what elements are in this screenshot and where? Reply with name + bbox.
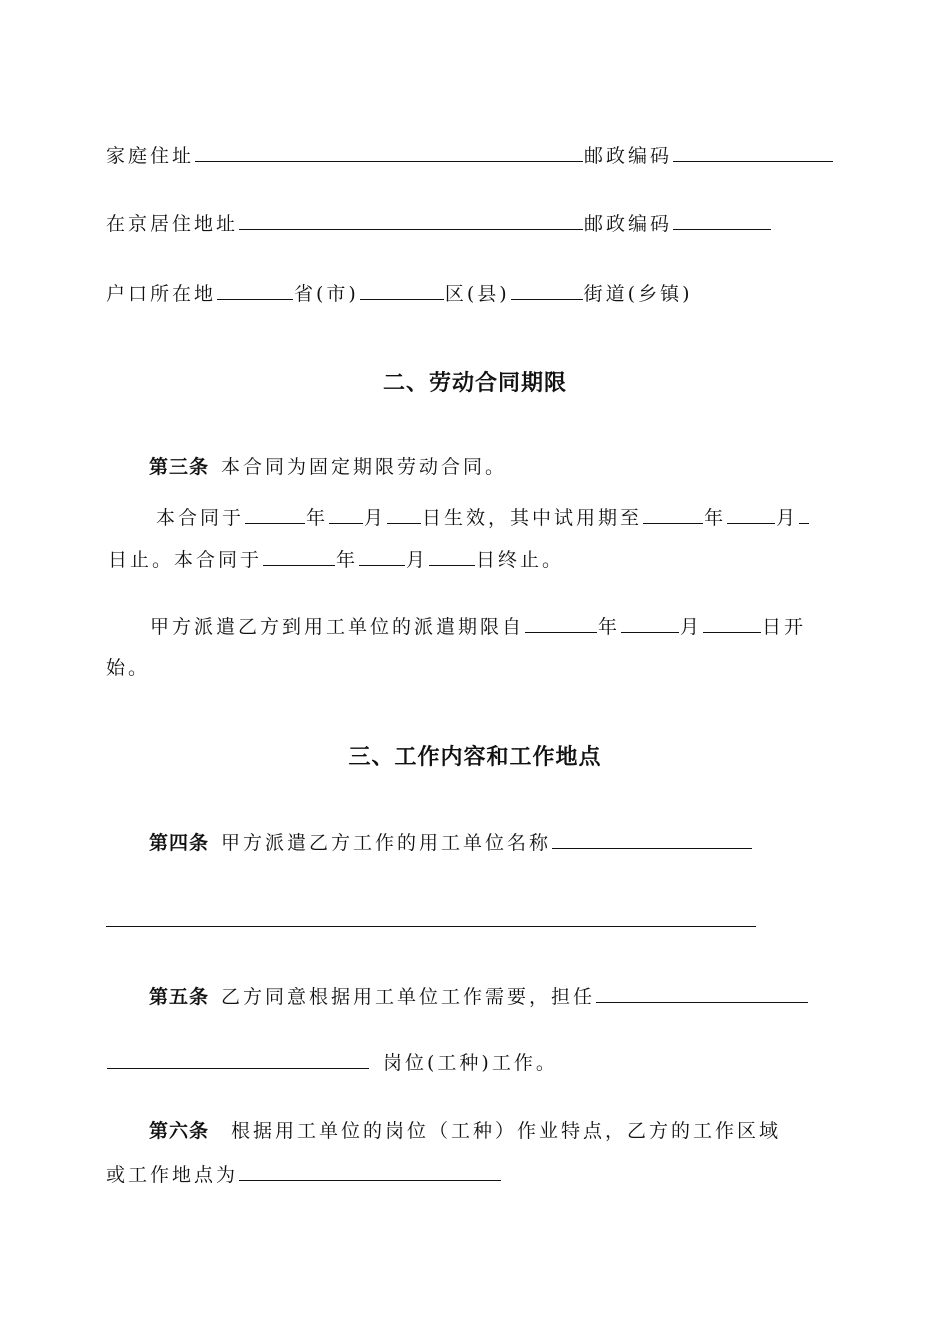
position-field[interactable] <box>596 982 808 1003</box>
street-label: 街道(乡镇) <box>583 283 693 305</box>
dispatch-period-end: 始。 <box>106 657 151 679</box>
contract-period-line-1 <box>156 503 810 532</box>
start-month-field[interactable] <box>329 503 363 524</box>
dispatch-period-line <box>150 612 806 641</box>
home-address-label: 家庭住址 <box>106 145 195 167</box>
province-field[interactable] <box>217 279 293 300</box>
article-4-label: 第四条 <box>149 832 210 854</box>
article-3-label: 第三条 <box>149 456 210 478</box>
district-field[interactable] <box>360 279 444 300</box>
postal-code-label-2: 邮政编码 <box>584 213 673 235</box>
employer-name-field[interactable] <box>552 828 752 849</box>
dispatch-year-field[interactable] <box>525 612 597 633</box>
end-day-field[interactable] <box>429 545 475 566</box>
hukou-line <box>106 279 693 308</box>
postal-code-field-2[interactable] <box>673 209 771 230</box>
month-label: 月 <box>680 616 703 638</box>
article-4-text: 甲方派遣乙方工作的用工单位名称 <box>221 832 552 854</box>
article-6 <box>149 1117 781 1145</box>
end-year-field[interactable] <box>263 545 335 566</box>
section-2-heading: 二、劳动合同期限 <box>382 371 567 396</box>
beijing-address-field[interactable] <box>239 209 583 230</box>
probation-day-field[interactable] <box>799 503 809 524</box>
hukou-label: 户口所在地 <box>106 283 217 305</box>
dispatch-day-field[interactable] <box>703 612 761 633</box>
article-5-text: 乙方同意根据用工单位工作需要，担任 <box>221 986 596 1008</box>
article-5-continued <box>106 1048 558 1077</box>
article-6-label: 第六条 <box>149 1120 210 1142</box>
contract-end-text: 日终止。 <box>476 549 565 571</box>
dispatch-start-label: 日开 <box>762 616 807 638</box>
year-label: 年 <box>306 507 329 529</box>
article-5-label: 第五条 <box>149 986 210 1008</box>
probation-month-field[interactable] <box>727 503 775 524</box>
beijing-address-line <box>106 209 772 238</box>
contract-end-label: 日止。本合同于 <box>108 549 263 571</box>
contract-from-label: 本合同于 <box>156 507 245 529</box>
work-location-field[interactable] <box>239 1160 501 1181</box>
dispatch-period-label: 甲方派遣乙方到用工单位的派遣期限自 <box>150 616 525 638</box>
street-field[interactable] <box>511 279 583 300</box>
article-5 <box>149 982 809 1011</box>
position-field-continued[interactable] <box>107 1048 369 1069</box>
year-label: 年 <box>336 549 359 571</box>
employer-name-field-continued[interactable] <box>106 926 756 927</box>
article-6-end: 或工作地点为 <box>106 1164 239 1186</box>
article-3 <box>149 453 507 481</box>
month-label: 月 <box>776 507 799 529</box>
postal-code-field[interactable] <box>673 141 833 162</box>
year-label: 年 <box>704 507 727 529</box>
start-year-field[interactable] <box>245 503 305 524</box>
article-6-text: 根据用工单位的岗位（工种）作业特点，乙方的工作区域 <box>231 1120 782 1142</box>
province-label: 省(市) <box>294 283 359 305</box>
dispatch-month-field[interactable] <box>621 612 679 633</box>
beijing-address-label: 在京居住地址 <box>106 213 239 235</box>
probation-label: 日生效，其中试用期至 <box>422 507 643 529</box>
start-day-field[interactable] <box>387 503 421 524</box>
article-5-end: 岗位(工种)工作。 <box>383 1052 558 1074</box>
section-3-heading: 三、工作内容和工作地点 <box>348 745 602 770</box>
home-address-line <box>106 141 834 170</box>
article-4 <box>149 828 753 857</box>
district-label: 区(县) <box>444 283 510 305</box>
home-address-field[interactable] <box>195 141 583 162</box>
probation-year-field[interactable] <box>643 503 703 524</box>
year-label: 年 <box>598 616 621 638</box>
end-month-field[interactable] <box>359 545 405 566</box>
postal-code-label: 邮政编码 <box>584 145 673 167</box>
month-label: 月 <box>406 549 429 571</box>
contract-period-line-2 <box>108 545 564 574</box>
month-label: 月 <box>364 507 387 529</box>
article-6-continued <box>106 1160 502 1189</box>
article-3-text: 本合同为固定期限劳动合同。 <box>221 456 508 478</box>
